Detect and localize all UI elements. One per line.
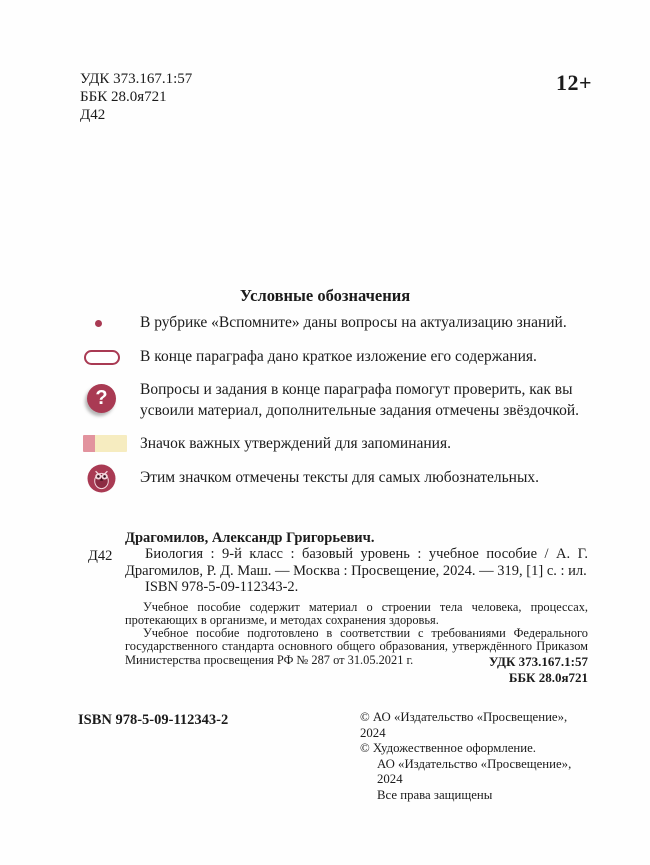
question-mark-icon: ? xyxy=(87,384,116,413)
copyright-line: © АО «Издательство «Просвещение», 2024 xyxy=(360,710,568,740)
biblio-description: Биология : 9-й класс : базовый уровень : учебное пособие / А. Г. Драгомилов, Р. Д. Маш. — Москва : Просвещение, 2024. — 319, [1] с. : ил. xyxy=(125,546,588,579)
legend-item-text: В конце параграфа дано краткое изложение его содержания. xyxy=(140,347,537,365)
legend-item-text: Вопросы и задания в конце параграфа помогут проверить, как вы усвоили материал, дополнительные задания отмечены звёздочкой. xyxy=(140,381,579,419)
author-sign-code: Д42 xyxy=(80,107,106,123)
legend-item-recall xyxy=(82,313,584,334)
legend-item-text: Значок важных утверждений для запоминания. xyxy=(140,435,451,453)
legend-item-important xyxy=(82,434,584,455)
udk-code: УДК 373.167.1:57 xyxy=(488,653,588,669)
age-rating-badge: 12+ xyxy=(555,70,592,95)
bbk-code: ББК 28.0я721 xyxy=(508,670,588,686)
biblio-author: Драгомилов, Александр Григорьевич. xyxy=(125,530,375,546)
legend-item-curious xyxy=(82,468,584,498)
copyright-line: АО «Издательство «Просвещение», 2024 xyxy=(377,756,572,787)
legend-item-summary xyxy=(82,347,584,368)
footer-isbn: ISBN 978-5-09-112343-2 xyxy=(78,712,229,728)
classification-codes xyxy=(80,70,192,124)
copyright-line: © Художественное оформление. xyxy=(360,741,536,756)
important-marker-icon xyxy=(83,435,127,452)
legend-item-questions xyxy=(82,380,584,421)
biblio-annotation-2: Учебное пособие подготовлено в соответствии с требованиями Федерального государственного стандарта основного общего образования, утверждённого Приказом Министерства просвещения РФ № 287 от 31.05.2021 г. xyxy=(125,626,588,667)
udk-code: УДК 373.167.1:57 xyxy=(80,71,193,87)
biblio-annotation-1: Учебное пособие содержит материал о строении тела человека, процессах, протекающих в организме, и методах сохранения здоровья. xyxy=(125,599,588,627)
bibliographic-record xyxy=(88,530,588,687)
legend-list xyxy=(82,313,584,511)
bbk-code: ББК 28.0я721 xyxy=(80,89,167,105)
legend-title: Условные обозначения xyxy=(239,286,411,305)
biblio-isbn: ISBN 978-5-09-112343-2. xyxy=(145,579,299,596)
legend-item-text: В рубрике «Вспомните» даны вопросы на актуализацию знаний. xyxy=(140,314,567,331)
legend-item-text: Этим значком отмечены тексты для самых любознательных. xyxy=(140,469,540,487)
summary-pill-icon xyxy=(84,350,120,365)
copyright-block xyxy=(360,710,590,804)
copyright-line: Все права защищены xyxy=(377,787,493,802)
author-sign-code: Д42 xyxy=(88,548,113,564)
recall-bullet-icon xyxy=(95,320,102,327)
owl-icon xyxy=(87,464,116,493)
